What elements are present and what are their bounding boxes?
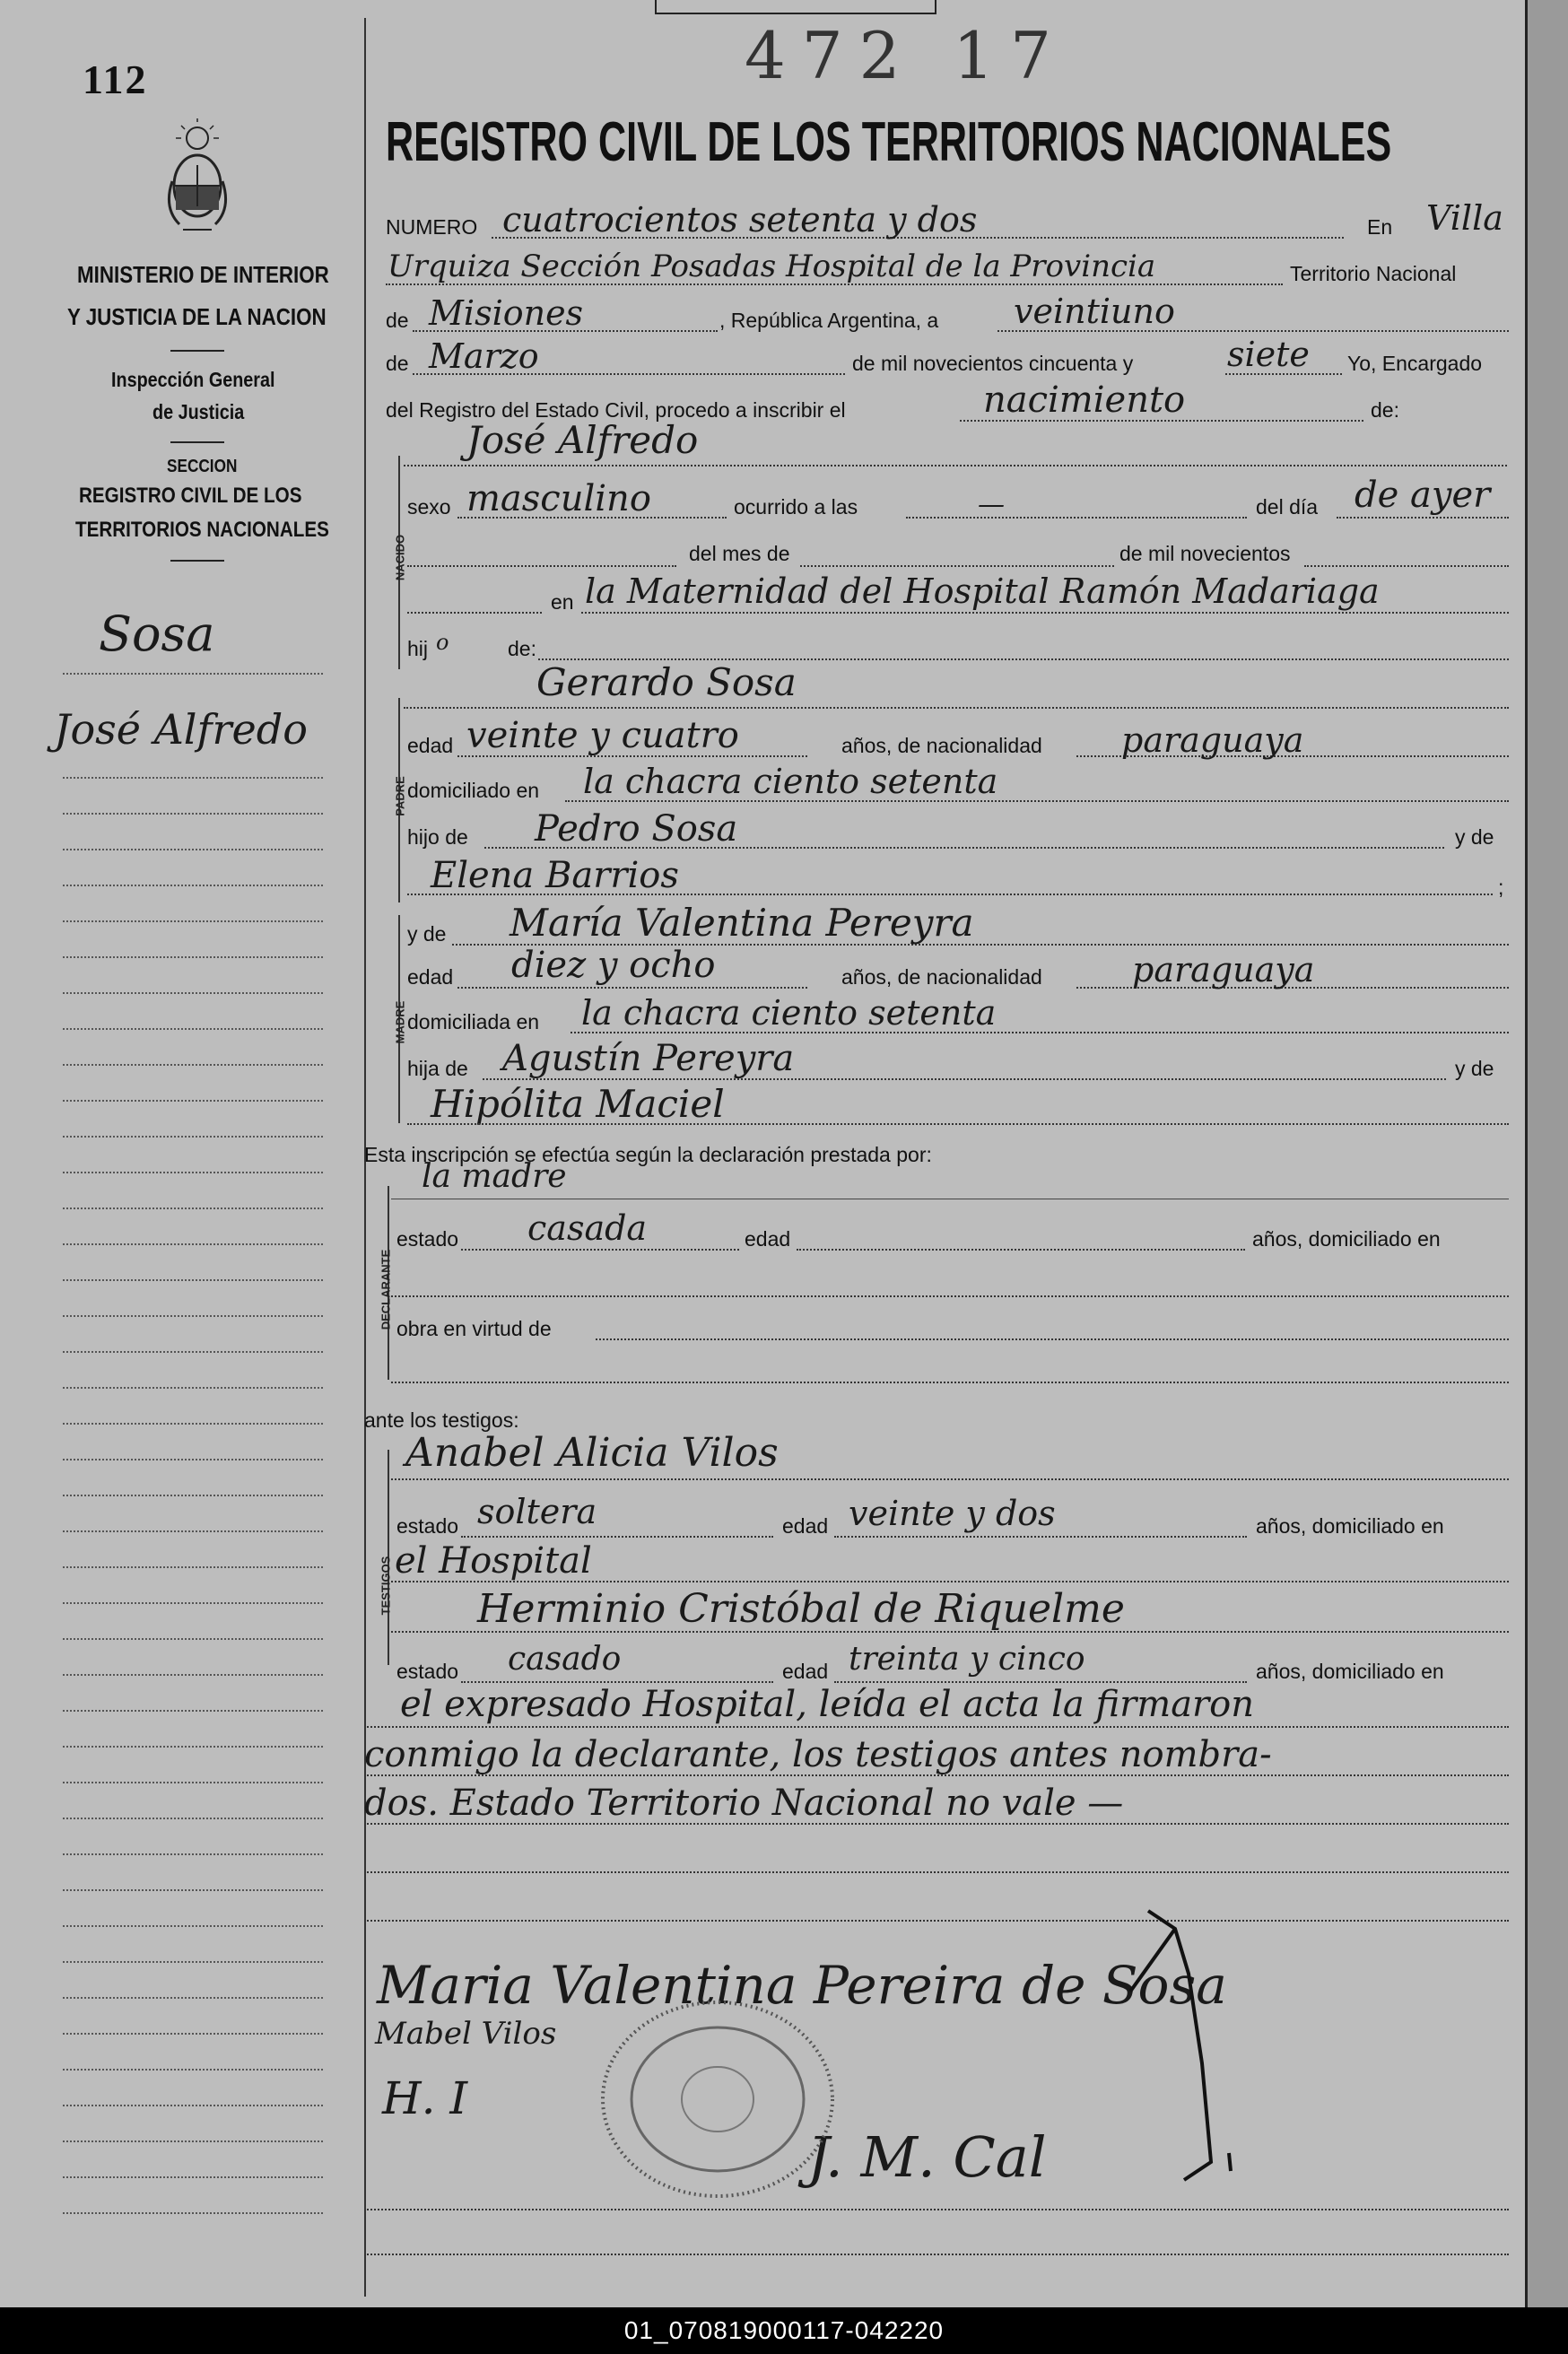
sidebar-line	[63, 1818, 323, 1819]
line-declarante-estado	[461, 1249, 739, 1251]
field-lugar-nacimiento: la Maternidad del Hospital Ramón Madariaga	[585, 571, 1380, 611]
field-testigo1-edad: veinte y dos	[849, 1494, 1056, 1533]
sidebar-line	[63, 1459, 323, 1460]
label-hij: hij	[407, 637, 429, 660]
seccion-label: SECCION	[167, 457, 238, 476]
field-testigo1-estado: soltera	[477, 1492, 597, 1531]
sidebar-line	[63, 1028, 323, 1030]
line-obra-2	[391, 1382, 1509, 1383]
signature-testigo2: H. I	[382, 2072, 468, 2124]
signature-madre: Maria Valentina Pereira de Sosa	[377, 1955, 1227, 2016]
line-testigo2-nombre	[391, 1631, 1509, 1633]
sidebar-line	[63, 1674, 323, 1676]
sidebar-line	[63, 813, 323, 815]
line-cierre-3	[364, 1823, 1509, 1825]
label-de-mil-novecientos: de mil novecientos cincuenta y	[852, 352, 1134, 375]
field-numero: cuatrocientos setenta y dos	[502, 200, 978, 240]
label-yo-encargado: Yo, Encargado	[1347, 352, 1483, 375]
label-madre-y-de: y de	[407, 922, 447, 946]
field-hij-suffix: o	[436, 630, 449, 655]
line-abuela-materna	[407, 1123, 1509, 1125]
field-declarante: la madre	[422, 1158, 567, 1195]
sidebar-line	[63, 1602, 323, 1604]
field-hora: —	[978, 489, 1005, 520]
top-tab-marker	[655, 0, 936, 14]
label-madre-edad: edad	[407, 965, 454, 989]
field-testigo2-estado: casado	[508, 1641, 622, 1678]
sidebar-line	[63, 1495, 323, 1496]
label-del-mes: del mes de	[689, 542, 790, 565]
label-hij-de: de:	[508, 637, 536, 660]
signature-flourish-icon	[1076, 1902, 1256, 2189]
label-nacido: NACIDO	[393, 534, 407, 581]
field-cierre-1: el expresado Hospital, leída el acta la firmaron	[400, 1684, 1255, 1725]
argentine-coat-of-arms-icon	[161, 118, 233, 235]
label-madre-anos-nac: años, de nacionalidad	[841, 965, 1042, 989]
line-blank-2	[364, 1920, 1509, 1922]
label-en: En	[1367, 215, 1393, 239]
sidebar-line	[63, 1638, 323, 1640]
ministry-line-2: Y JUSTICIA DE LA NACION	[67, 303, 327, 330]
label-en-lugar: en	[551, 590, 574, 614]
sidebar-rule-2	[170, 441, 224, 443]
field-acto: nacimiento	[983, 379, 1186, 421]
folio-number: 112	[83, 57, 148, 102]
label-testigo1-estado: estado	[396, 1514, 459, 1538]
line-cierre-1	[364, 1726, 1509, 1728]
line-blank-4	[364, 2254, 1509, 2255]
label-semicolon: ;	[1498, 876, 1504, 899]
label-madre: MADRE	[393, 1000, 407, 1044]
inspeccion-line-1: Inspección General	[111, 368, 275, 391]
sidebar-line	[63, 2033, 323, 2035]
field-provincia: Misiones	[429, 293, 584, 333]
sidebar-line	[63, 1351, 323, 1353]
signature-testigo1: Mabel Vilos	[375, 2016, 557, 2052]
sidebar-line	[63, 2069, 323, 2071]
label-padre-domiciliado: domiciliado en	[407, 779, 540, 802]
label-sexo: sexo	[407, 495, 451, 519]
label-de-provincia: de	[386, 309, 409, 332]
sidebar-line	[63, 1172, 323, 1173]
label-testigo1-edad: edad	[782, 1514, 829, 1538]
field-testigo1-nombre: Anabel Alicia Vilos	[405, 1430, 779, 1476]
sidebar-line	[63, 1136, 323, 1138]
label-padre: PADRE	[393, 776, 407, 816]
field-sexo: masculino	[466, 478, 651, 519]
label-testigo1-anos-dom: años, domiciliado en	[1256, 1514, 1444, 1538]
field-dia: de ayer	[1355, 475, 1491, 516]
label-hija-de: hija de	[407, 1057, 468, 1080]
field-padre-domicilio: la chacra ciento setenta	[583, 762, 998, 801]
line-anio-nac	[1304, 565, 1509, 567]
sidebar-line	[63, 2105, 323, 2106]
sidebar-line	[63, 1064, 323, 1066]
label-territorio-nacional: Territorio Nacional	[1290, 262, 1457, 285]
sidebar-line	[63, 1925, 323, 1927]
label-de-mes: de	[386, 352, 409, 375]
line-testigo1-estado	[461, 1536, 773, 1538]
sidebar-line	[63, 1387, 323, 1389]
field-declarante-estado: casada	[527, 1208, 648, 1248]
document-id-footer: 01_070819000117-042220	[0, 2307, 1568, 2354]
label-de-mil-nov: de mil novecientos	[1119, 542, 1291, 565]
field-padre-edad: veinte y cuatro	[466, 715, 739, 756]
label-del-registro: del Registro del Estado Civil, procedo a inscribir el	[386, 398, 846, 422]
field-testigo1-domicilio: el Hospital	[395, 1540, 592, 1582]
label-hijo-de: hijo de	[407, 825, 468, 849]
label-ocurrido: ocurrido a las	[734, 495, 858, 519]
line-dia	[1337, 517, 1509, 519]
field-abuelo-materno: Agustín Pereyra	[502, 1038, 795, 1079]
sidebar-line	[63, 1889, 323, 1891]
sidebar-line	[63, 1782, 323, 1783]
field-abuelo-paterno: Pedro Sosa	[535, 808, 738, 850]
field-dia-fecha: veintiuno	[1014, 292, 1175, 331]
page-gutter	[1528, 0, 1568, 2307]
sidebar-line	[63, 2212, 323, 2214]
label-padre-y-de: y de	[1455, 825, 1494, 849]
page-title: REGISTRO CIVIL DE LOS TERRITORIOS NACIONALES	[386, 111, 1392, 173]
label-madre-domiciliada: domiciliada en	[407, 1010, 540, 1033]
line-testigo1-domicilio	[391, 1581, 1509, 1582]
line-blank-1	[364, 1871, 1509, 1873]
label-padre-anos-nac: años, de nacionalidad	[841, 734, 1042, 757]
field-lugar-villa: Villa	[1426, 198, 1503, 238]
label-testigo2-estado: estado	[396, 1660, 459, 1683]
sidebar-line	[63, 1566, 323, 1568]
registro-line-1: REGISTRO CIVIL DE LOS	[79, 484, 302, 508]
sidebar-line	[63, 1315, 323, 1317]
inspeccion-line-2: de Justicia	[152, 400, 245, 423]
field-cierre-3: dos. Estado Territorio Nacional no vale —	[364, 1783, 1124, 1824]
label-declarante-edad: edad	[745, 1227, 791, 1251]
line-nombre-nacido	[404, 465, 1507, 466]
field-testigo2-edad: treinta y cinco	[849, 1641, 1085, 1678]
label-declarante: DECLARANTE	[379, 1249, 393, 1330]
field-abuela-materna: Hipólita Maciel	[431, 1082, 725, 1126]
sidebar-line	[63, 1423, 323, 1425]
line-blank-3	[364, 2209, 1509, 2210]
sidebar-line	[63, 1530, 323, 1532]
label-esta-inscripcion: Esta inscripción se efectúa según la declaración prestada por:	[364, 1143, 932, 1166]
field-padre-nacionalidad: paraguaya	[1121, 720, 1304, 760]
ministry-line-1: MINISTERIO DE INTERIOR	[77, 261, 329, 288]
sidebar-rule-1	[170, 350, 224, 352]
sidebar-line	[63, 1710, 323, 1712]
field-abuela-paterna: Elena Barrios	[431, 855, 679, 896]
sidebar-line	[63, 2176, 323, 2178]
label-madre-y-de-2: y de	[1455, 1057, 1494, 1080]
label-republica: , República Argentina, a	[719, 309, 939, 332]
label-testigo2-anos-dom: años, domiciliado en	[1256, 1660, 1444, 1683]
line-mes	[800, 565, 1114, 567]
line-lugar-nacimiento	[581, 612, 1509, 614]
field-anio: siete	[1227, 335, 1310, 374]
field-madre-edad: diez y ocho	[511, 945, 716, 986]
field-madre-domicilio: la chacra ciento setenta	[581, 993, 997, 1033]
sidebar-line	[63, 1100, 323, 1102]
label-testigo2-edad: edad	[782, 1660, 829, 1683]
label-ante-testigos: ante los testigos:	[364, 1408, 519, 1432]
registro-line-2: TERRITORIOS NACIONALES	[75, 518, 329, 542]
sidebar-line	[63, 920, 323, 922]
line-obra	[596, 1338, 1509, 1340]
sidebar-line	[63, 2140, 323, 2142]
sidebar-line	[63, 1746, 323, 1748]
label-del-dia: del día	[1256, 495, 1319, 519]
field-lugar-linea2: Urquiza Sección Posadas Hospital de la Provincia	[388, 248, 1156, 284]
sidebar-line	[63, 673, 323, 675]
label-obra: obra en virtud de	[396, 1317, 552, 1340]
sidebar-line	[63, 1961, 323, 1963]
sidebar-given-names: José Alfredo	[54, 705, 308, 754]
label-declarante-anos-dom: años, domiciliado en	[1252, 1227, 1441, 1251]
label-declarante-estado: estado	[396, 1227, 459, 1251]
sidebar-line	[63, 1279, 323, 1281]
sidebar-line	[63, 1853, 323, 1855]
label-testigos: TESTIGOS	[379, 1556, 393, 1616]
sidebar-line	[63, 992, 323, 994]
line-padre-nombre	[404, 707, 1509, 709]
label-padre-edad: edad	[407, 734, 454, 757]
sidebar-line	[63, 1208, 323, 1209]
label-numero: NUMERO	[386, 215, 478, 239]
sidebar-line	[63, 885, 323, 886]
sidebar-line	[63, 849, 323, 850]
field-cierre-2: conmigo la declarante, los testigos antes nombra-	[364, 1734, 1272, 1775]
line-testigo2-estado	[461, 1681, 773, 1683]
label-de-colon: de:	[1371, 398, 1399, 422]
sidebar-line	[63, 777, 323, 779]
sidebar-rule-3	[170, 560, 224, 562]
line-cierre-2	[364, 1774, 1509, 1776]
line-lugar-pre	[407, 612, 542, 614]
line-testigo1-edad	[834, 1536, 1247, 1538]
official-seal-stamp-icon	[592, 1992, 843, 2207]
line-abuela-paterna	[407, 894, 1493, 895]
handwritten-registration-number: 472 17	[745, 18, 1067, 93]
sidebar-line	[63, 1243, 323, 1245]
line-testigo2-edad	[834, 1681, 1247, 1683]
line-testigo1-nombre	[391, 1478, 1509, 1480]
line-dia-cont	[407, 565, 676, 567]
sidebar-line	[63, 1997, 323, 1999]
field-mes-fecha: Marzo	[429, 336, 539, 376]
line-declarante-domicilio	[391, 1295, 1509, 1297]
field-nombre-nacido: José Alfredo	[466, 418, 699, 462]
sidebar-line	[63, 956, 323, 958]
field-madre-nacionalidad: paraguaya	[1132, 950, 1315, 990]
sidebar-surname: Sosa	[99, 606, 215, 662]
line-madre-edad	[457, 987, 807, 989]
line-declarante-edad	[797, 1249, 1245, 1251]
field-testigo2-nombre: Herminio Cristóbal de Riquelme	[477, 1586, 1125, 1632]
signature-encargado: J. M. Cal	[807, 2124, 1047, 2190]
field-padre-nombre: Gerardo Sosa	[536, 660, 797, 704]
line-hora	[906, 517, 1247, 519]
field-madre-nombre: María Valentina Pereyra	[510, 901, 974, 945]
